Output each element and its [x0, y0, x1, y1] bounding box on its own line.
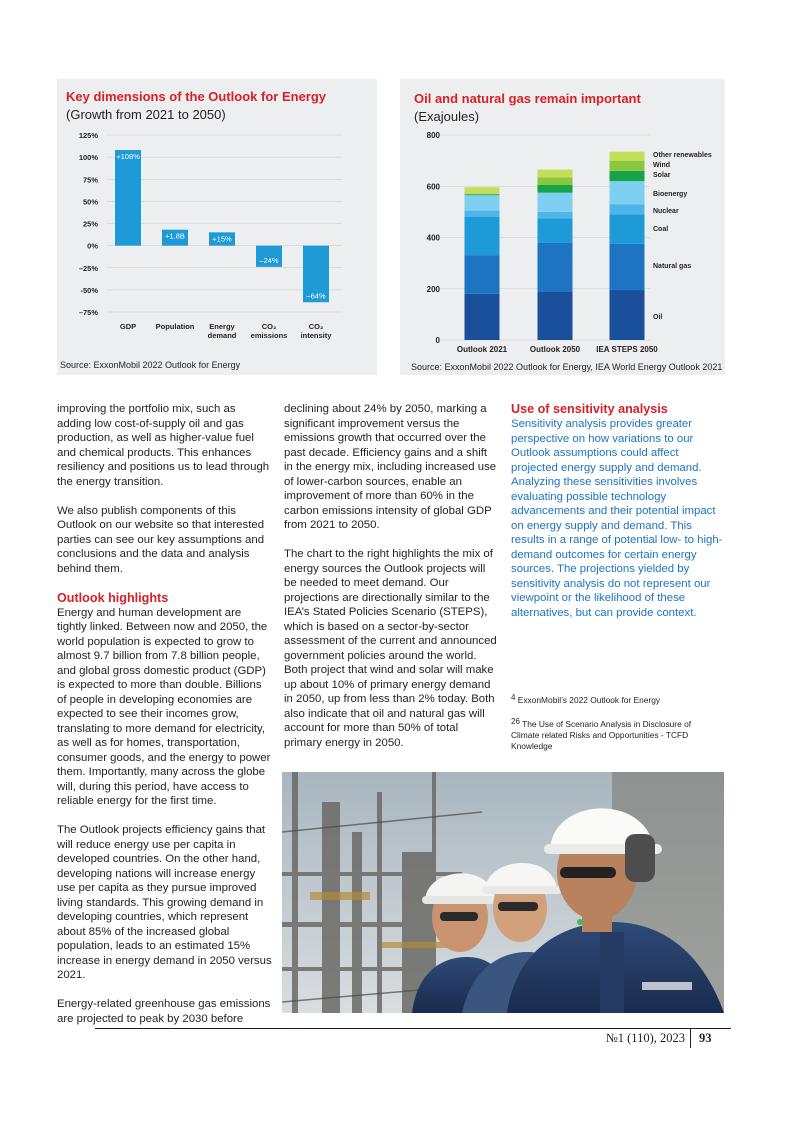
- y-tick-label: 100%: [78, 153, 98, 163]
- y-tick-label: 400: [426, 233, 440, 243]
- legend-label: Natural gas: [653, 263, 692, 270]
- stack-segment: [610, 152, 645, 161]
- data-label: +108%: [116, 152, 140, 162]
- y-tick-label: 600: [426, 182, 440, 192]
- footnote-4: [511, 692, 721, 706]
- stack-segment: [465, 194, 500, 195]
- footnote-mark: 4: [511, 693, 516, 702]
- footnote-text: The Use of Scenario Analysis in Disclosure of Climate related Risks and Opportunities - TCFD Knowledge: [511, 719, 692, 751]
- paragraph: declining about 24% by 2050, marking a significant improvement versus the emissions growth that occurred over the past decade. Efficiency gains and a shift in the energy mix, including increased use of lower-carbon sources, enable an improvement of more than 60% in the carbon emissions intensity of global GDP from 2021 to 2050.: [284, 403, 497, 531]
- energy-stacked-bar-chart: [400, 79, 725, 375]
- stack-segment: [610, 290, 645, 340]
- x-tick-label: demand: [207, 331, 237, 340]
- x-tick-label: CO₂: [261, 322, 277, 331]
- stack-segment: [610, 244, 645, 290]
- data-label: +15%: [212, 234, 232, 244]
- footnote-mark: 26: [511, 717, 520, 726]
- stack-segment: [538, 177, 573, 185]
- stack-segment: [610, 171, 645, 181]
- paragraph: Sensitivity analysis provides greater perspective on how variations to our Outlook assumptions could affect projected energy supply and demand. Analyzing these sensitivities involves evaluating possible technology advancements and their potential impact on energy supply and demand. This results in a range of potential low- to high-demand outcomes for certain energy sources. The projections yielded by sensitivity analysis do not represent our viewpoint or the likelihood of these alternatives, but can provide context.: [511, 418, 723, 619]
- chart-subtitle: (Exajoules): [414, 109, 480, 124]
- stack-segment: [610, 161, 645, 171]
- chart-subtitle: (Growth from 2021 to 2050): [66, 107, 226, 122]
- stack-segment: [465, 211, 500, 217]
- y-tick-label: 125%: [78, 131, 98, 140]
- stack-segment: [538, 218, 573, 242]
- legend-label: Oil: [653, 314, 663, 321]
- legend-label: Bioenergy: [653, 191, 688, 198]
- x-tick-label: emissions: [250, 331, 288, 340]
- paragraph: Energy and human development are tightly linked. Between now and 2050, the world population is expected to grow to almost 9.7 billion from 7.8 billion people, and global gross domestic product (GDP) is expected to more than double. Billions of people in developing economies are expected to see their incomes grow, translating to more demand for electricity, as well as for homes, transportation, consumer goods, and the energy to power them. Importantly, many across the globe will, during this period, have access to reliable energy for the first time.: [57, 606, 271, 807]
- legend-label: Solar: [653, 172, 671, 179]
- section-heading: Use of sensitivity analysis: [511, 402, 668, 416]
- paragraph: The chart to the right highlights the mix of energy sources the Outlook projects will be needed to meet demand. Our projections are directionally similar to the IEA’s Stated Policies Scenario (STEPS), which is based on a sector-by-sector assessment of the current and announced government policies around the world. Both project that wind and solar will make up about 10% of primary energy demand in 2050, up from less than 2% today. Both also indicate that oil and natural gas will account for more than 50% of total primary energy in 2050.: [284, 548, 497, 749]
- x-tick-label: Outlook 2021: [456, 345, 508, 354]
- stack-segment: [538, 243, 573, 292]
- footnote-text: ExxonMobil’s 2022 Outlook for Energy: [517, 695, 661, 705]
- text-column-sidebar: [511, 402, 726, 635]
- text-column-middle: [284, 402, 499, 765]
- stack-segment: [610, 181, 645, 204]
- stack-segment: [465, 195, 500, 210]
- section-heading: Outlook highlights: [57, 590, 169, 605]
- x-tick-label: CO₂: [308, 322, 324, 331]
- legend-label: Nuclear: [653, 208, 679, 215]
- y-tick-label: 0%: [87, 241, 98, 251]
- paragraph: Energy-related greenhouse gas emissions are projected to peak by 2030 before: [57, 998, 271, 1025]
- chart-title: Key dimensions of the Outlook for Energy: [66, 89, 327, 104]
- stack-segment: [538, 193, 573, 212]
- stack-segment: [610, 214, 645, 243]
- x-tick-label: IEA STEPS 2050: [596, 345, 658, 354]
- x-tick-label: intensity: [300, 331, 332, 340]
- stack-segment: [538, 185, 573, 193]
- stack-segment: [538, 212, 573, 218]
- data-label: –64%: [306, 291, 326, 301]
- x-tick-label: Outlook 2050: [529, 345, 581, 354]
- chart-panel-oil-gas: [400, 79, 725, 375]
- y-tick-label: 0: [435, 336, 440, 345]
- stack-segment: [465, 187, 500, 193]
- y-tick-label: 200: [426, 284, 440, 294]
- bar: [115, 150, 141, 246]
- stack-segment: [538, 291, 573, 340]
- legend-label: Other renewables: [653, 152, 712, 159]
- chart-source: Source: ExxonMobil 2022 Outlook for Energy, IEA World Energy Outlook 2021: [411, 362, 723, 372]
- y-tick-label: 50%: [82, 197, 98, 207]
- growth-bar-chart: [57, 79, 377, 375]
- stack-segment: [465, 255, 500, 293]
- paragraph: We also publish components of this Outlook on our website so that interested parties can see our key assumptions and conclusions and the data and analysis behind them.: [57, 504, 265, 575]
- chart-title: Oil and natural gas remain important: [414, 91, 641, 106]
- x-tick-label: Energy: [209, 322, 235, 331]
- footnote-26: [511, 716, 721, 752]
- stack-segment: [465, 194, 500, 195]
- y-tick-label: 25%: [82, 219, 98, 229]
- y-tick-label: –75%: [78, 308, 98, 317]
- chart-source: Source: ExxonMobil 2022 Outlook for Energy: [60, 360, 241, 370]
- workers-photo: [282, 772, 724, 1013]
- issue-number: №1 (110), 2023: [605, 1031, 685, 1045]
- data-label: –24%: [259, 255, 279, 265]
- legend-label: Wind: [653, 162, 671, 169]
- paragraph: improving the portfolio mix, such as adding low cost-of-supply oil and gas production, as well as higher-value fuel and chemical products. This enhances resiliency and positions us to lead through the energy transition.: [57, 403, 270, 488]
- stack-segment: [465, 217, 500, 255]
- x-tick-label: Population: [155, 322, 195, 331]
- y-tick-label: 800: [426, 131, 440, 140]
- stack-segment: [465, 294, 500, 340]
- page-number: 93: [690, 1029, 731, 1048]
- chart-panel-key-dimensions: [57, 79, 377, 375]
- x-tick-label: GDP: [119, 322, 137, 331]
- paragraph: The Outlook projects efficiency gains that will reduce energy use per capita in developed countries. On the other hand, developing nations will increase energy use per capita as they pursue improved living standards. This growing demand in developing countries, which represent about 85% of the increased global population, leads to an estimated 15% increase in energy demand in 2050 versus 2021.: [57, 824, 272, 981]
- text-column-left: [57, 402, 272, 1041]
- y-tick-label: -50%: [80, 285, 98, 295]
- data-label: +1.8B: [165, 231, 185, 241]
- stack-segment: [538, 170, 573, 178]
- legend-label: Coal: [653, 226, 669, 233]
- y-tick-label: –25%: [78, 263, 98, 273]
- stack-segment: [610, 204, 645, 214]
- y-tick-label: 75%: [82, 175, 98, 185]
- footer-rule: [95, 1028, 731, 1029]
